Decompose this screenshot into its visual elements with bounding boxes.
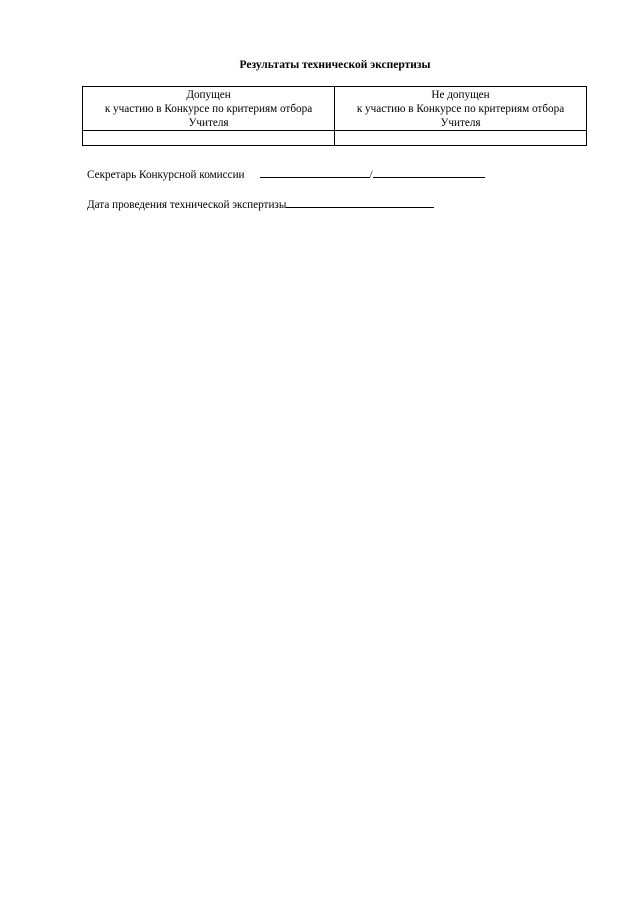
secretary-label: Секретарь Конкурсной комиссии — [87, 169, 245, 181]
table-entry-row — [83, 131, 587, 146]
signature-name-blank[interactable] — [373, 166, 485, 178]
date-label: Дата проведения технической экспертизы — [87, 199, 287, 211]
not-admitted-criteria-label: к участию в Конкурсе по критериям отбора — [356, 103, 565, 115]
admitted-status-label: Допущен — [186, 89, 231, 101]
admitted-criteria-label: к участию в Конкурсе по критериям отбора — [104, 103, 313, 115]
signature-separator: / — [369, 169, 373, 181]
admitted-header-cell — [83, 87, 335, 131]
signature-blank[interactable] — [260, 166, 370, 178]
results-table — [82, 86, 587, 146]
not-admitted-status-label: Не допущен — [431, 89, 490, 101]
secretary-signature-line — [87, 166, 485, 182]
date-blank[interactable] — [286, 196, 434, 208]
not-admitted-entry-cell[interactable] — [335, 131, 587, 146]
not-admitted-role-label: Учителя — [440, 117, 481, 129]
admitted-role-label: Учителя — [188, 117, 229, 129]
table-header-row — [83, 87, 587, 131]
not-admitted-header-cell — [335, 87, 587, 131]
page-title: Результаты технической экспертизы — [239, 59, 431, 71]
expertise-date-line — [87, 196, 434, 212]
admitted-entry-cell[interactable] — [83, 131, 335, 146]
